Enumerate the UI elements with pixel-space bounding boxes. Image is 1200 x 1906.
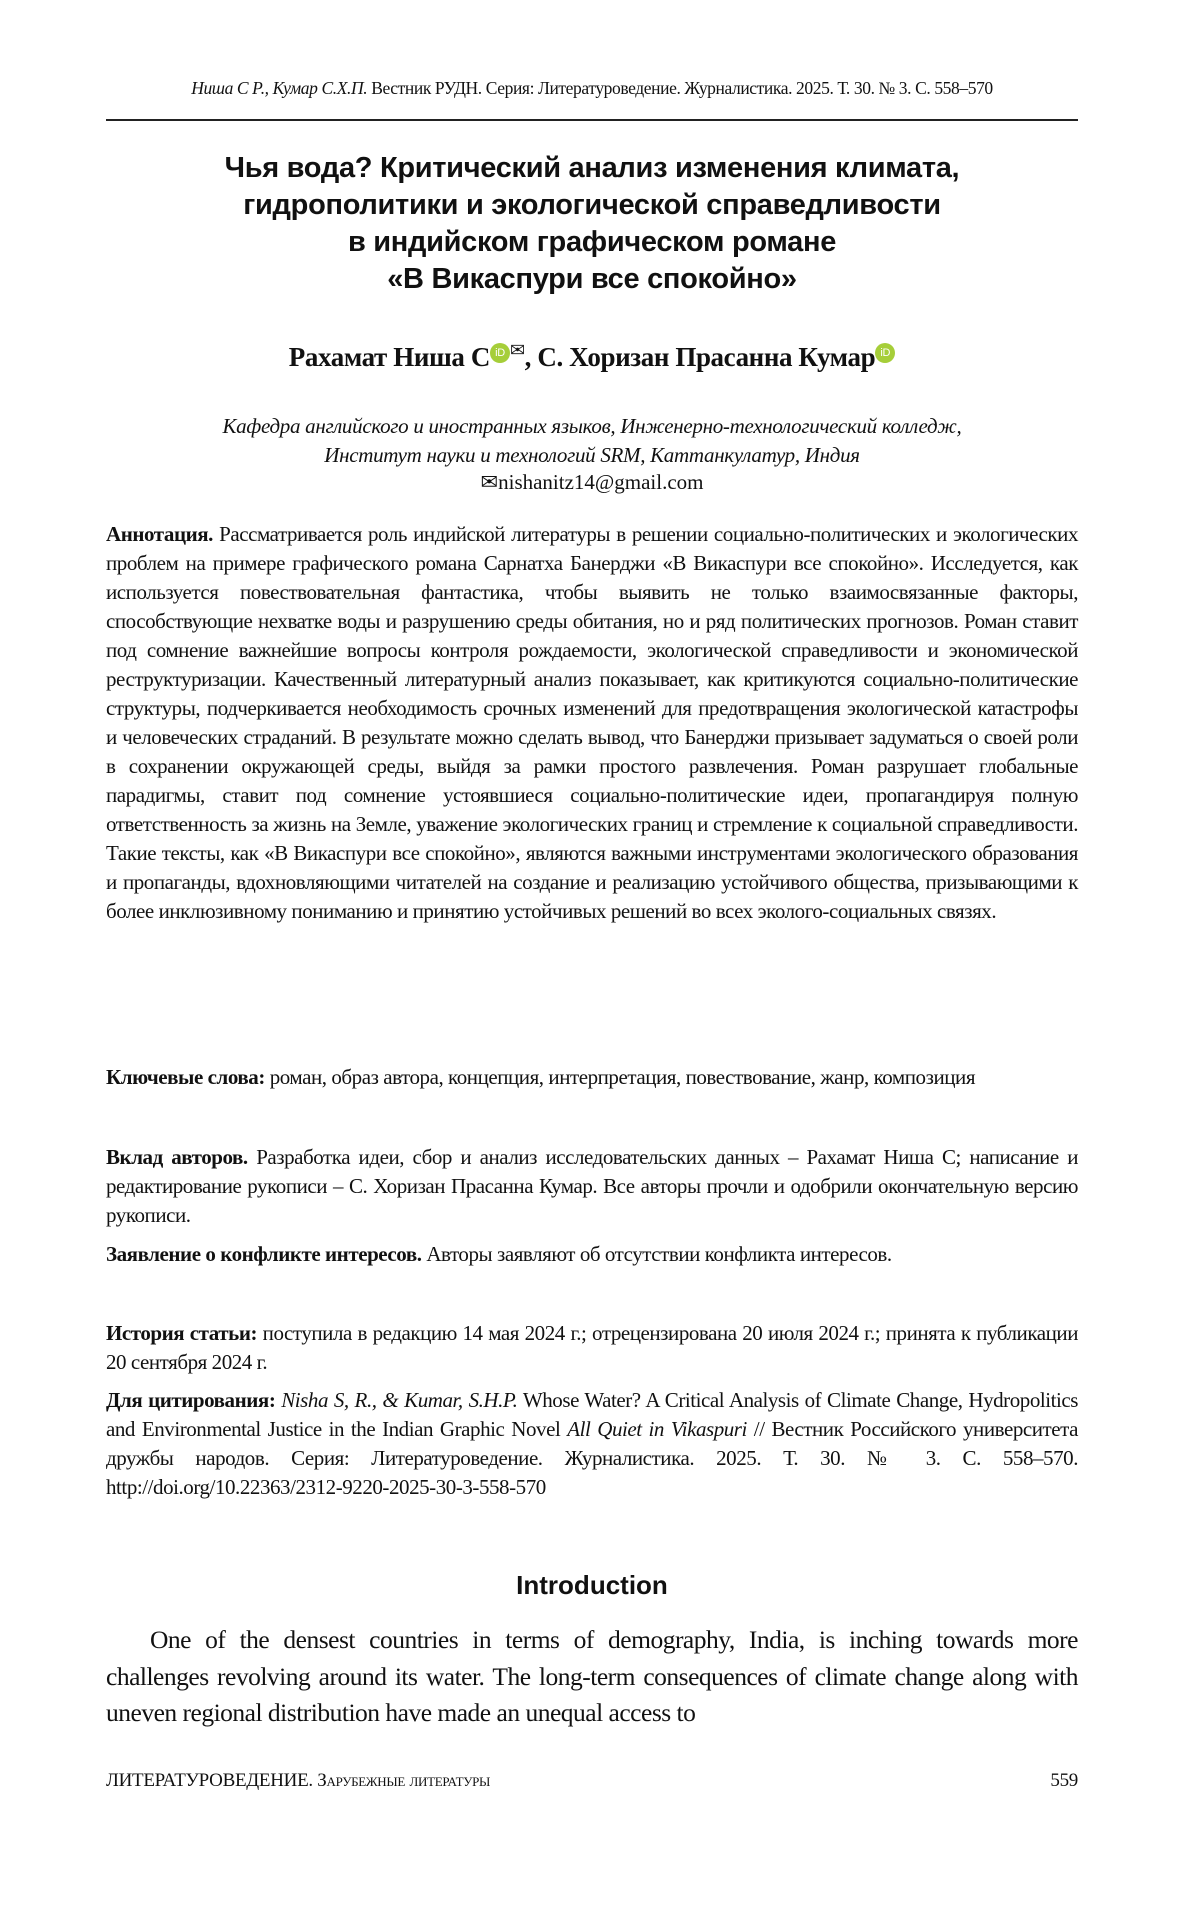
history-text: поступила в редакцию 14 мая 2024 г.; отрецензирована 20 июля 2024 г.; принята к публикации 20 сентября 2024 г. [106,1321,1078,1374]
footer-subsection: Зарубежные литературы [313,1770,490,1791]
page-number: 559 [1050,1770,1078,1792]
conflict-text: Авторы заявляют об отсутствии конфликта интересов. [422,1242,892,1266]
authors [106,340,1078,373]
email-link[interactable]: nishanitz14@gmail.com [498,470,703,494]
conflict-statement [106,1240,1078,1269]
affiliation [106,412,1078,470]
title-line: в индийском графическом романе [106,224,1078,261]
citation-authors: Nisha S, R., & Kumar, S.H.P. [275,1388,517,1412]
citation-text: // Вестник Российского университета дружбы народов. Серия: Литературоведение. Журналистика. 2025. Т. 30. № 3. С. 558–570. [106,1417,1078,1470]
running-head [106,78,1078,99]
history-label: История статьи: [106,1321,257,1345]
mail-icon: ✉ [481,470,499,494]
citation-text: Whose Water? A Critical Analysis of Climate Change, Hydropolitics and Environmental Justice in the Indian Graphic Novel [106,1388,1078,1441]
mail-icon[interactable]: ✉ [510,340,525,360]
header-rule [106,119,1078,121]
author-2: С. Хоризан Прасанна Кумар [537,342,875,372]
section-heading: Introduction [106,1570,1078,1601]
citation-label: Для цитирования: [106,1388,275,1412]
abstract-label: Аннотация. [106,522,213,546]
doi-link[interactable]: http://doi.org/10.22363/2312-9220-2025-30-3-558-570 [106,1475,546,1499]
affiliation-line: Кафедра английского и иностранных языков, Инженерно-технологический колледж, [106,412,1078,441]
conflict-label: Заявление о конфликте интересов. [106,1242,422,1266]
abstract [106,520,1078,926]
author-separator: , [525,342,538,372]
title-line: «В Викаспури все спокойно» [106,261,1078,298]
title-line: гидрополитики и экологической справедливости [106,187,1078,224]
contribution-label: Вклад авторов. [106,1145,248,1169]
author-contribution [106,1143,1078,1230]
keywords [106,1063,1078,1092]
affiliation-line: Институт науки и технологий SRM, Каттанкулатур, Индия [106,441,1078,470]
page-footer [106,1770,1078,1792]
contribution-text: Разработка идеи, сбор и анализ исследовательских данных – Рахамат Ниша С; написание и редактирование рукописи – С. Хоризан Прасанна Кумар. Все авторы прочли и одобрили окончательную версию рукописи. [106,1145,1078,1227]
citation-novel: All Quiet in Vikaspuri [567,1417,747,1441]
title-line: Чья вода? Критический анализ изменения климата, [106,150,1078,187]
abstract-text: Рассматривается роль индийской литературы в решении социально-политических и экологических проблем на примере графического романа Сарнатха Банерджи «В Викаспури все спокойно». Исследуется, как используется повествовательная фантастика, чтобы выявить не только взаимосвязанные факторы, способствующие нехватке воды и разрушению среды обитания, но и ряд политических прогнозов. Роман ставит под сомнение важнейшие вопросы контроля рождаемости, экологической справедливости и экономической реструктуризации. Качественный литературный анализ показывает, как критикуются социально-политические структуры, подчеркивается необходимость срочных изменений для предотвращения экологической катастрофы и человеческих страданий. В результате можно сделать вывод, что Банерджи призывает задуматься о своей роли в сохранении окружающей среды, выйдя за рамки простого развлечения. Роман разрушает глобальные парадигмы, ставит под сомнение устоявшиеся социально-политические идеи, пропагандируя полную ответственность за жизнь на Земле, уважение экологических границ и стремление к социальной справедливости. Такие тексты, как «В Викаспури все спокойно», являются важными инструментами экологического образования и пропаганды, вдохновляющими читателей на создание и реализацию устойчивого общества, призывающими к более инклюзивному пониманию и принятию устойчивых решений во всех эколого-социальных связях. [106,522,1078,923]
citation [106,1386,1078,1502]
keywords-label: Ключевые слова: [106,1065,265,1089]
orcid-icon[interactable]: iD [875,343,895,363]
article-history [106,1319,1078,1377]
keywords-text: роман, образ автора, концепция, интерпретация, повествование, жанр, композиция [265,1065,975,1089]
email [106,470,1078,495]
footer-section: ЛИТЕРАТУРОВЕДЕНИЕ. [106,1770,313,1791]
running-head-authors: Ниша С Р., Кумар С.Х.П. [191,78,367,98]
running-head-journal: Вестник РУДН. Серия: Литературоведение. Журналистика. 2025. Т. 30. № 3. С. 558–570 [371,78,993,98]
introduction-paragraph: One of the densest countries in terms of demography, India, is inching towards more challenges revolving around its water. The long-term consequences of climate change along with uneven regional distribution have made an unequal access to [106,1622,1078,1732]
author-1: Рахамат Ниша С [289,342,490,372]
article-title [106,150,1078,298]
orcid-icon[interactable]: iD [490,343,510,363]
